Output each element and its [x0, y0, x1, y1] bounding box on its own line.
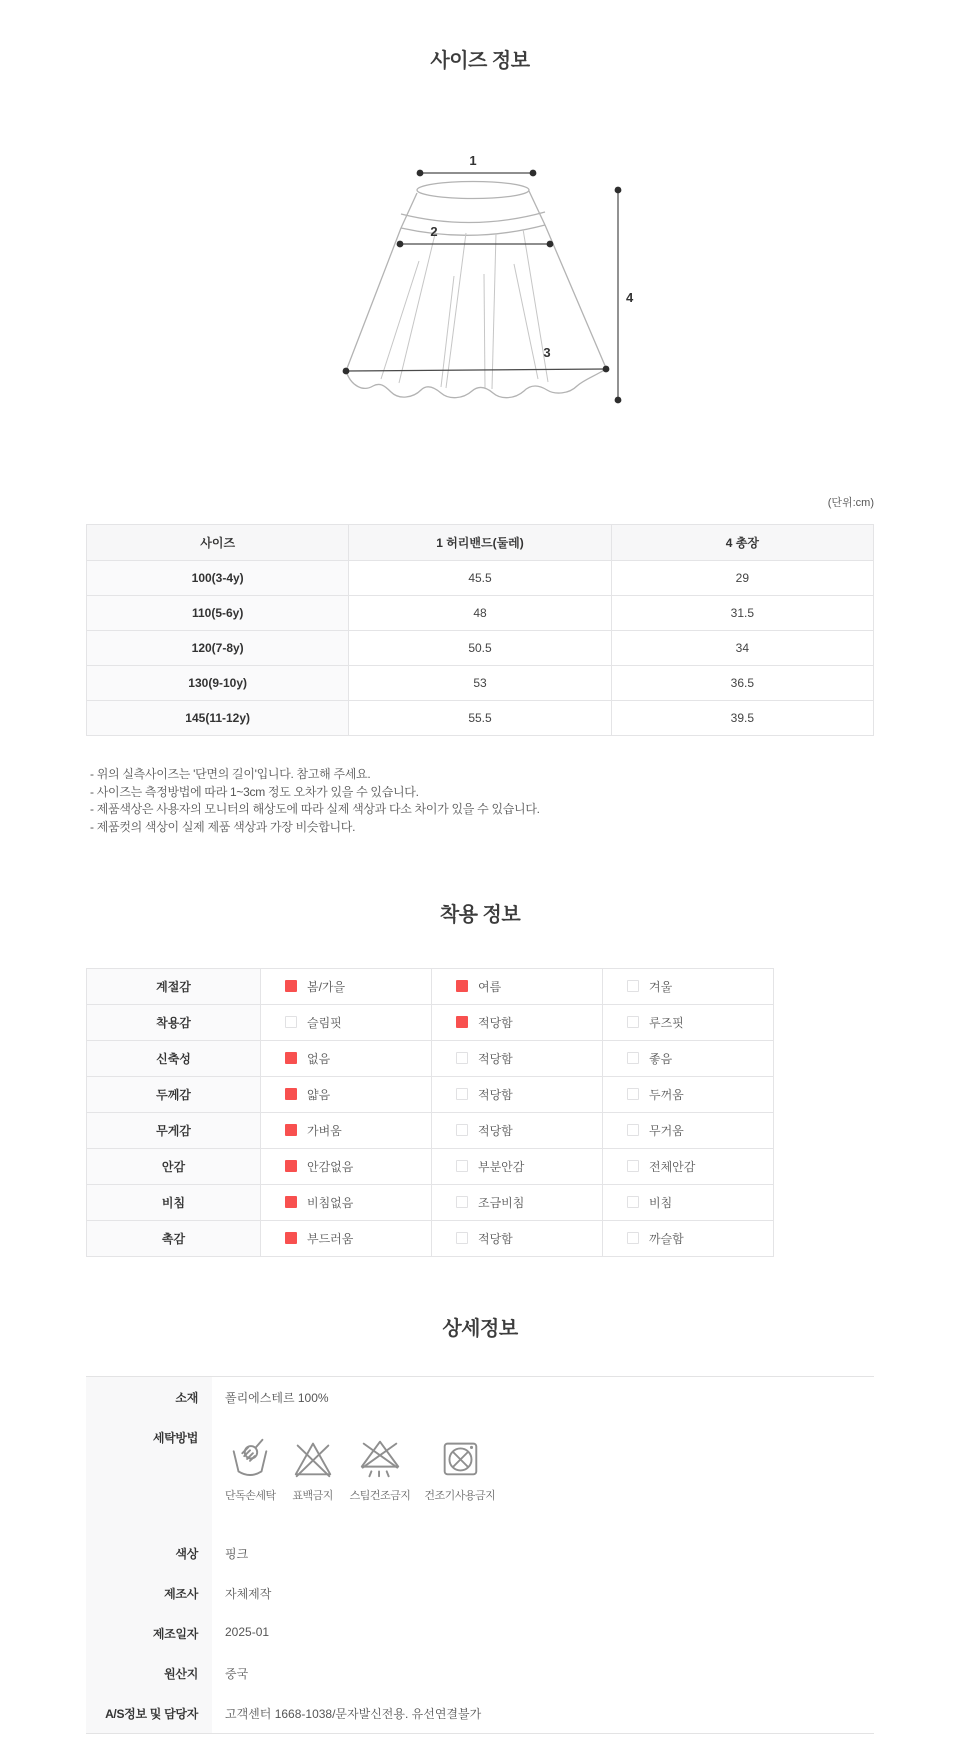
size-cell-label: 145(11-12y) — [87, 701, 349, 736]
fit-option — [261, 1149, 432, 1185]
size-cell-label: 100(3-4y) — [87, 561, 349, 596]
detail-row — [86, 1653, 874, 1693]
size-cell-label: 110(5-6y) — [87, 596, 349, 631]
checkbox-checked-icon — [285, 1088, 297, 1100]
detail-label: A/S정보 및 담당자 — [86, 1693, 212, 1733]
fit-option-label: 적당함 — [478, 1124, 513, 1138]
size-note-line: - 사이즈는 측정방법에 따라 1~3cm 정도 오차가 있을 수 있습니다. — [90, 784, 419, 799]
fit-option — [432, 1041, 603, 1077]
no-tumble-dry-icon — [437, 1435, 483, 1481]
fit-option-label: 적당함 — [478, 1088, 513, 1102]
wash-item — [290, 1435, 336, 1503]
fit-option-label: 부드러움 — [307, 1232, 354, 1246]
wash-caption: 스팀건조금지 — [349, 1490, 411, 1502]
fit-table-row — [87, 1005, 774, 1041]
detail-value: 핑크 — [225, 1547, 249, 1561]
size-table-body — [87, 561, 874, 736]
fit-table-row — [87, 1221, 774, 1257]
fit-option-label: 두꺼움 — [649, 1088, 684, 1102]
wash-item — [350, 1435, 411, 1503]
checkbox-checked-icon — [285, 1160, 297, 1172]
detail-row — [86, 1613, 874, 1653]
checkbox-unchecked-icon — [456, 1196, 468, 1208]
size-cell-value: 53 — [349, 666, 611, 701]
checkbox-unchecked-icon — [456, 1124, 468, 1136]
detail-row-material — [86, 1377, 874, 1413]
wash-icons-row — [225, 1413, 874, 1503]
checkbox-checked-icon — [456, 980, 468, 992]
fit-option-label: 루즈핏 — [649, 1016, 684, 1030]
fit-option — [603, 1005, 774, 1041]
detail-plain-rows — [86, 1533, 874, 1733]
fit-option-label: 안감없음 — [307, 1160, 354, 1174]
fit-row-label: 계절감 — [87, 969, 261, 1005]
measure-label-4: 4 — [626, 290, 634, 305]
fit-option-label: 부분안감 — [478, 1160, 525, 1174]
checkbox-checked-icon — [456, 1016, 468, 1028]
size-table-row — [87, 596, 874, 631]
checkbox-unchecked-icon — [627, 1052, 639, 1064]
fit-option — [261, 1005, 432, 1041]
no-bleach-icon — [290, 1435, 336, 1481]
detail-row — [86, 1693, 874, 1733]
fit-option-label: 무거움 — [649, 1124, 684, 1138]
fit-row-label: 비침 — [87, 1185, 261, 1221]
size-cell-value: 45.5 — [349, 561, 611, 596]
size-cell-value: 39.5 — [611, 701, 873, 736]
skirt-measurement-diagram — [333, 136, 643, 408]
detail-label: 제조일자 — [86, 1613, 212, 1653]
fit-option-label: 비침 — [649, 1196, 673, 1210]
fit-option-label: 없음 — [307, 1052, 331, 1066]
fit-option — [603, 1041, 774, 1077]
detail-label: 세탁방법 — [86, 1413, 212, 1533]
checkbox-checked-icon — [285, 1124, 297, 1136]
checkbox-unchecked-icon — [627, 980, 639, 992]
size-notes — [90, 766, 540, 836]
detail-value: 중국 — [225, 1667, 249, 1681]
hand-wash-icon — [227, 1435, 273, 1481]
checkbox-checked-icon — [285, 1232, 297, 1244]
checkbox-unchecked-icon — [456, 1232, 468, 1244]
fit-option-label: 적당함 — [478, 1016, 513, 1030]
fit-option — [261, 1041, 432, 1077]
fit-row-label: 안감 — [87, 1149, 261, 1185]
checkbox-unchecked-icon — [627, 1196, 639, 1208]
size-cell-value: 55.5 — [349, 701, 611, 736]
size-table — [86, 524, 874, 736]
detail-row-wash — [86, 1413, 874, 1533]
fit-option — [261, 969, 432, 1005]
size-column-header: 사이즈 — [87, 525, 349, 561]
no-steam-dry-icon — [357, 1435, 403, 1481]
measure-label-3: 3 — [543, 345, 551, 360]
fit-option-label: 얇음 — [307, 1088, 331, 1102]
checkbox-unchecked-icon — [456, 1160, 468, 1172]
unit-label: (단위:cm) — [827, 497, 874, 509]
fit-option-label: 적당함 — [478, 1052, 513, 1066]
checkbox-unchecked-icon — [627, 1088, 639, 1100]
fit-table-body — [87, 969, 774, 1257]
checkbox-checked-icon — [285, 980, 297, 992]
fit-option-label: 봄/가을 — [307, 980, 346, 994]
checkbox-unchecked-icon — [456, 1052, 468, 1064]
fit-row-label: 촉감 — [87, 1221, 261, 1257]
fit-option — [603, 1185, 774, 1221]
checkbox-unchecked-icon — [627, 1016, 639, 1028]
fit-option-label: 까슬함 — [649, 1232, 684, 1246]
size-table-row — [87, 561, 874, 596]
detail-value: 2025-01 — [225, 1625, 270, 1639]
wash-caption: 건조기사용금지 — [424, 1490, 496, 1502]
wash-icons-cell — [212, 1413, 874, 1533]
checkbox-unchecked-icon — [627, 1232, 639, 1244]
fit-option-label: 전체안감 — [649, 1160, 696, 1174]
checkbox-unchecked-icon — [627, 1124, 639, 1136]
checkbox-unchecked-icon — [285, 1016, 297, 1028]
fit-table-row — [87, 1041, 774, 1077]
checkbox-unchecked-icon — [456, 1088, 468, 1100]
wash-caption: 표백금지 — [292, 1490, 333, 1502]
fit-option — [261, 1077, 432, 1113]
detail-label: 원산지 — [86, 1653, 212, 1693]
fit-option-label: 가벼움 — [307, 1124, 342, 1138]
fit-option — [603, 1221, 774, 1257]
size-note-line: - 제품컷의 색상이 실제 제품 색상과 가장 비슷합니다. — [90, 819, 356, 834]
size-table-row — [87, 666, 874, 701]
fit-table-row — [87, 1149, 774, 1185]
fit-row-label: 무게감 — [87, 1113, 261, 1149]
detail-row — [86, 1573, 874, 1613]
fit-option — [603, 969, 774, 1005]
detail-label: 제조사 — [86, 1573, 212, 1613]
size-cell-value: 48 — [349, 596, 611, 631]
checkbox-checked-icon — [285, 1196, 297, 1208]
size-table-header-row — [87, 525, 874, 561]
detail-label: 색상 — [86, 1533, 212, 1573]
checkbox-checked-icon — [285, 1052, 297, 1064]
fit-option — [432, 1149, 603, 1185]
fit-row-label: 신축성 — [87, 1041, 261, 1077]
fit-option-label: 조금비침 — [478, 1196, 525, 1210]
size-note-line: - 위의 실측사이즈는 '단면의 길이'입니다. 참고해 주세요. — [90, 767, 371, 781]
size-section-title: 사이즈 정보 — [430, 50, 530, 72]
measure-label-1: 1 — [469, 153, 477, 168]
fit-option-label: 좋음 — [649, 1052, 673, 1066]
wash-caption: 단독손세탁 — [225, 1490, 276, 1502]
detail-value: 고객센터 1668-1038/문자발신전용. 유선연결불가 — [225, 1707, 482, 1721]
fit-info-table — [86, 968, 774, 1257]
size-table-row — [87, 631, 874, 666]
fit-option-label: 적당함 — [478, 1232, 513, 1246]
size-cell-value: 29 — [611, 561, 873, 596]
fit-option — [432, 1185, 603, 1221]
fit-option — [261, 1113, 432, 1149]
fit-section-title: 착용 정보 — [439, 904, 521, 926]
fit-option — [261, 1185, 432, 1221]
detail-value: 폴리에스테르 100% — [225, 1391, 329, 1405]
size-cell-value: 34 — [611, 631, 873, 666]
fit-row-label: 두께감 — [87, 1077, 261, 1113]
measure-label-2: 2 — [430, 224, 438, 239]
size-column-header: 4 총장 — [611, 525, 873, 561]
size-cell-value: 50.5 — [349, 631, 611, 666]
fit-option — [432, 1005, 603, 1041]
fit-option-label: 겨울 — [649, 980, 673, 994]
size-cell-label: 130(9-10y) — [87, 666, 349, 701]
fit-option — [432, 969, 603, 1005]
fit-option — [603, 1149, 774, 1185]
fit-option — [603, 1113, 774, 1149]
checkbox-unchecked-icon — [627, 1160, 639, 1172]
size-cell-value: 36.5 — [611, 666, 873, 701]
fit-option-label: 비침없음 — [307, 1196, 354, 1210]
detail-row — [86, 1533, 874, 1573]
detail-info-table — [86, 1376, 874, 1734]
fit-option — [261, 1221, 432, 1257]
fit-option — [603, 1077, 774, 1113]
size-column-header: 1 허리밴드(둘레) — [349, 525, 611, 561]
fit-row-label: 착용감 — [87, 1005, 261, 1041]
size-table-row — [87, 701, 874, 736]
detail-section-title: 상세정보 — [442, 1318, 518, 1340]
fit-option-label: 슬림핏 — [307, 1016, 342, 1030]
fit-option — [432, 1113, 603, 1149]
size-cell-value: 31.5 — [611, 596, 873, 631]
fit-table-row — [87, 1185, 774, 1221]
wash-item — [424, 1435, 495, 1503]
fit-option — [432, 1221, 603, 1257]
detail-label: 소재 — [86, 1377, 212, 1413]
fit-table-row — [87, 1113, 774, 1149]
fit-option-label: 여름 — [478, 980, 502, 994]
wash-item — [225, 1435, 276, 1503]
fit-table-row — [87, 969, 774, 1005]
fit-table-row — [87, 1077, 774, 1113]
size-cell-label: 120(7-8y) — [87, 631, 349, 666]
size-note-line: - 제품색상은 사용자의 모니터의 해상도에 따라 실제 색상과 다소 차이가 있을 수 있습니다. — [90, 802, 540, 816]
fit-option — [432, 1077, 603, 1113]
detail-value: 자체제작 — [225, 1587, 272, 1601]
